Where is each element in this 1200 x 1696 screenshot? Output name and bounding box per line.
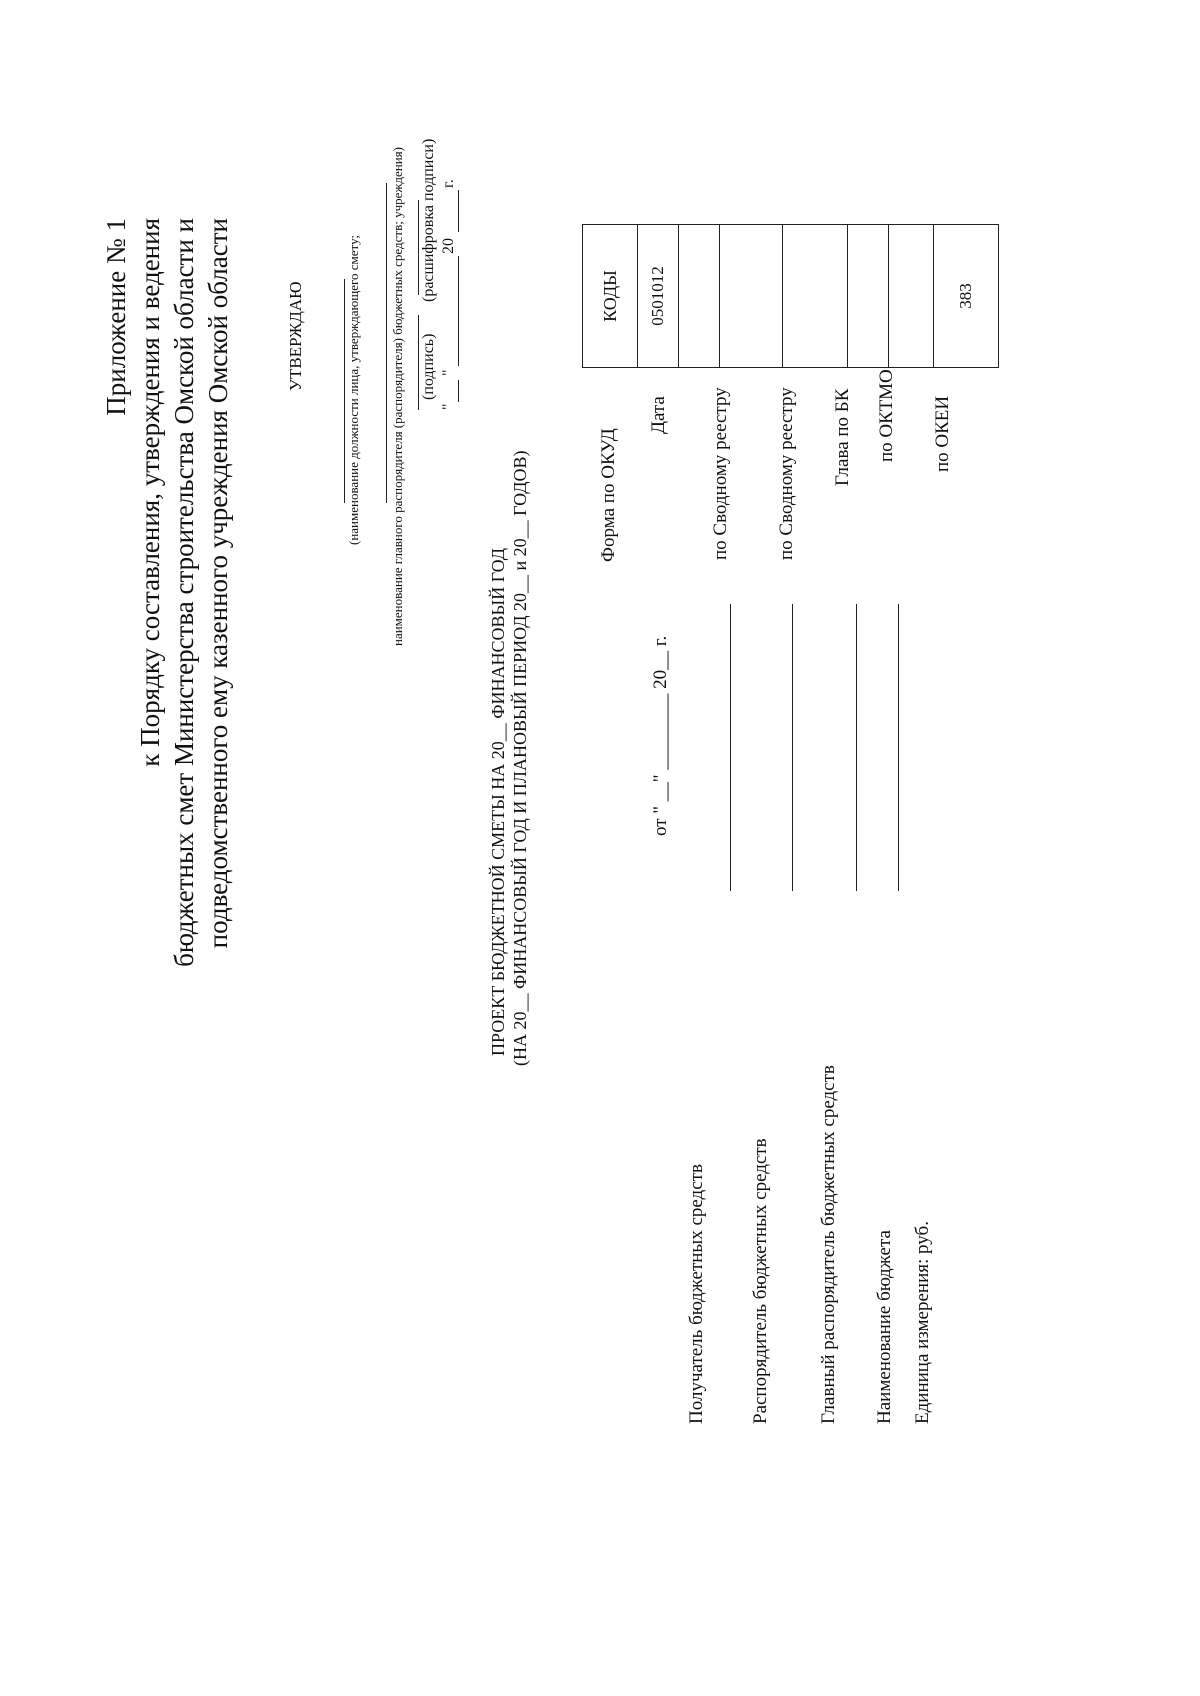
approval-date-suffix: г. (440, 179, 457, 188)
table-row (934, 225, 999, 368)
approver-position-caption: (наименование должности лица, утверждающего смету; (346, 234, 361, 545)
signature-decoding-caption: (расшифровка подписи) (420, 138, 437, 302)
field-chief-manager-value (856, 604, 857, 891)
appendix-line-3: бюджетных смет Министерства строительства Омской области и (169, 218, 199, 967)
approver-position-line (344, 279, 345, 503)
code-value-date (679, 225, 720, 368)
document-date-line: от " __" ________ 20__ г. (650, 635, 671, 836)
document-title: ПРОЕКТ БЮДЖЕТНОЙ СМЕТЫ НА 20__ ФИНАНСОВЫЙ ГОД (488, 547, 508, 1056)
codes-header: КОДЫ (583, 225, 638, 368)
code-label-oktmo: по ОКТМО (876, 369, 897, 462)
code-value-registry-1 (720, 225, 783, 368)
table-row (679, 225, 720, 368)
field-budget-name-label: Наименование бюджета (874, 1230, 895, 1424)
signature-caption: (подпись) (420, 333, 437, 400)
appendix-number: Приложение № 1 (101, 218, 131, 416)
code-label-date: Дата (648, 396, 669, 434)
document-subtitle: (НА 20__ ФИНАНСОВЫЙ ГОД И ПЛАНОВЫЙ ПЕРИОД 20__ и 20__ ГОДОВ) (510, 450, 530, 1066)
approval-day-line (458, 380, 459, 402)
code-value-registry-2 (783, 225, 848, 368)
field-recipient-value (730, 604, 731, 891)
appendix-line-4: подведомственного ему казенного учреждения Омской области (203, 218, 233, 949)
signature-decoding-line (418, 200, 419, 295)
code-label-registry-1: по Сводному реестру (710, 387, 731, 560)
field-manager-value (792, 604, 793, 891)
code-value-oktmo (889, 225, 934, 368)
approver-org-line (386, 183, 387, 503)
field-chief-manager-label: Главный распорядитель бюджетных средств (818, 1065, 839, 1424)
field-recipient-label: Получатель бюджетных средств (686, 1164, 707, 1424)
approval-date-open-quote: " (440, 403, 457, 410)
table-row (638, 225, 679, 368)
approval-month-line (458, 256, 459, 366)
codes-header-row (583, 225, 638, 368)
approval-date-year: 20 (440, 238, 457, 254)
approval-year-line (458, 190, 459, 232)
code-value-bk (848, 225, 889, 368)
code-label-okei: по ОКЕИ (932, 395, 953, 472)
code-label-okud: Форма по ОКУД (598, 428, 619, 562)
codes-table (582, 224, 999, 368)
table-row (848, 225, 889, 368)
code-label-bk: Глава по БК (832, 388, 853, 486)
code-value-okud: 0501012 (638, 225, 679, 368)
appendix-line-2: к Порядку составления, утверждения и ведения (135, 218, 165, 767)
table-row (783, 225, 848, 368)
table-row (889, 225, 934, 368)
table-row (720, 225, 783, 368)
approval-date-close-quote: " (440, 369, 457, 376)
code-value-okei: 383 (934, 225, 999, 368)
field-manager-label: Распорядитель бюджетных средств (750, 1138, 771, 1424)
signature-line (418, 315, 419, 410)
field-unit-label: Единица измерения: руб. (912, 1221, 933, 1424)
field-budget-name-value (898, 604, 899, 891)
approval-date-line (440, 70, 466, 410)
code-label-registry-2: по Сводному реестру (776, 387, 797, 560)
appendix-header-block (100, 218, 240, 1696)
approval-title: УТВЕРЖДАЮ (286, 281, 305, 391)
approver-org-caption: наименование главного распорядителя (распорядителя) бюджетных средств; учреждения) (390, 147, 405, 646)
